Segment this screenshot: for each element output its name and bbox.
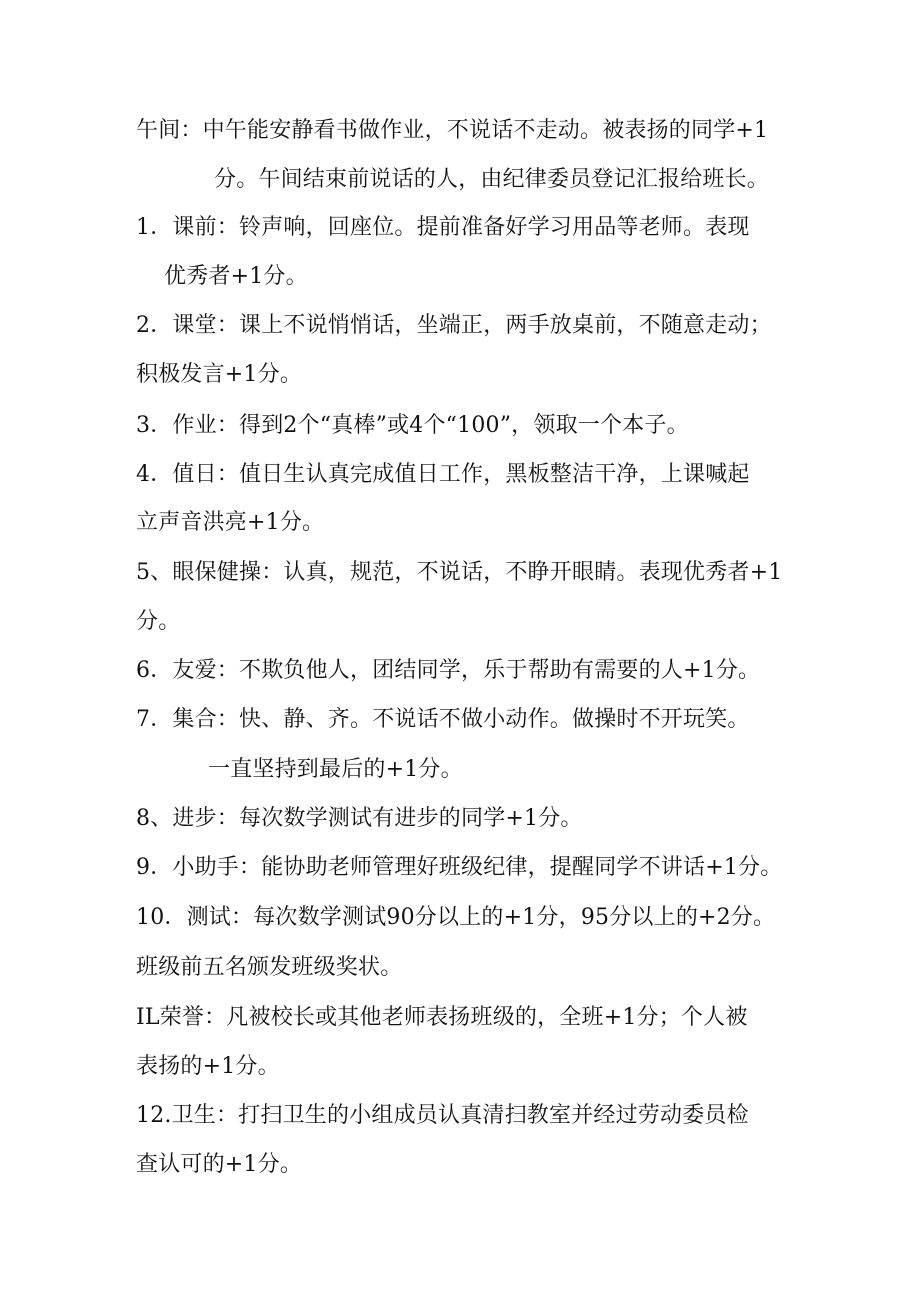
text-line-6: 6．友爱：不欺负他人，团结同学，乐于帮助有需要的人+1分。	[136, 658, 761, 683]
text-line-12: 12.卫生：打扫卫生的小组成员认真清扫教室并经过劳动委员检	[136, 1103, 749, 1128]
text-line-12-cont: 查认可的+1分。	[136, 1152, 303, 1177]
text-line-noon-cont: 分。午间结束前说话的人，由纪律委员登记汇报给班长。	[214, 167, 770, 192]
text-line-7-cont: 一直坚持到最后的+1分。	[208, 757, 463, 782]
text-line-10-cont: 班级前五名颁发班级奖状。	[136, 955, 403, 980]
text-line-8: 8、进步：每次数学测试有进步的同学+1分。	[136, 806, 583, 831]
text-line-3: 3．作业：得到2个“真棒”或4个“100”，领取一个本子。	[136, 413, 689, 438]
text-line-4-cont: 立声音洪亮+1分。	[136, 510, 325, 535]
text-line-5: 5、眼保健操：认真，规范，不说话，不睁开眼睛。表现优秀者+1	[136, 560, 783, 585]
text-line-noon: 午间：中午能安静看书做作业，不说话不走动。被表扬的同学+1	[136, 118, 769, 143]
text-line-9: 9．小助手：能协助老师管理好班级纪律，提醒同学不讲话+1分。	[136, 855, 783, 880]
text-line-1-cont: 优秀者+1分。	[164, 264, 308, 289]
text-line-5-cont: 分。	[136, 609, 181, 634]
text-line-1: 1．课前：铃声响，回座位。提前准备好学习用品等老师。表现	[136, 215, 750, 240]
text-line-11: IL荣誉：凡被校长或其他老师表扬班级的，全班+1分；个人被	[136, 1005, 748, 1030]
text-line-2-cont: 积极发言+1分。	[136, 362, 303, 387]
text-line-11-cont: 表扬的+1分。	[136, 1054, 280, 1079]
text-line-10: 10．测试：每次数学测试90分以上的+1分，95分以上的+2分。	[136, 905, 776, 930]
text-line-4: 4．值日：值日生认真完成值日工作，黑板整洁干净，上课喊起	[136, 462, 750, 487]
text-line-2: 2．课堂：课上不说悄悄话，坐端正，两手放桌前，不随意走动；	[136, 313, 772, 338]
text-line-7: 7．集合：快、静、齐。不说话不做小动作。做操时不开玩笑。	[136, 707, 750, 732]
